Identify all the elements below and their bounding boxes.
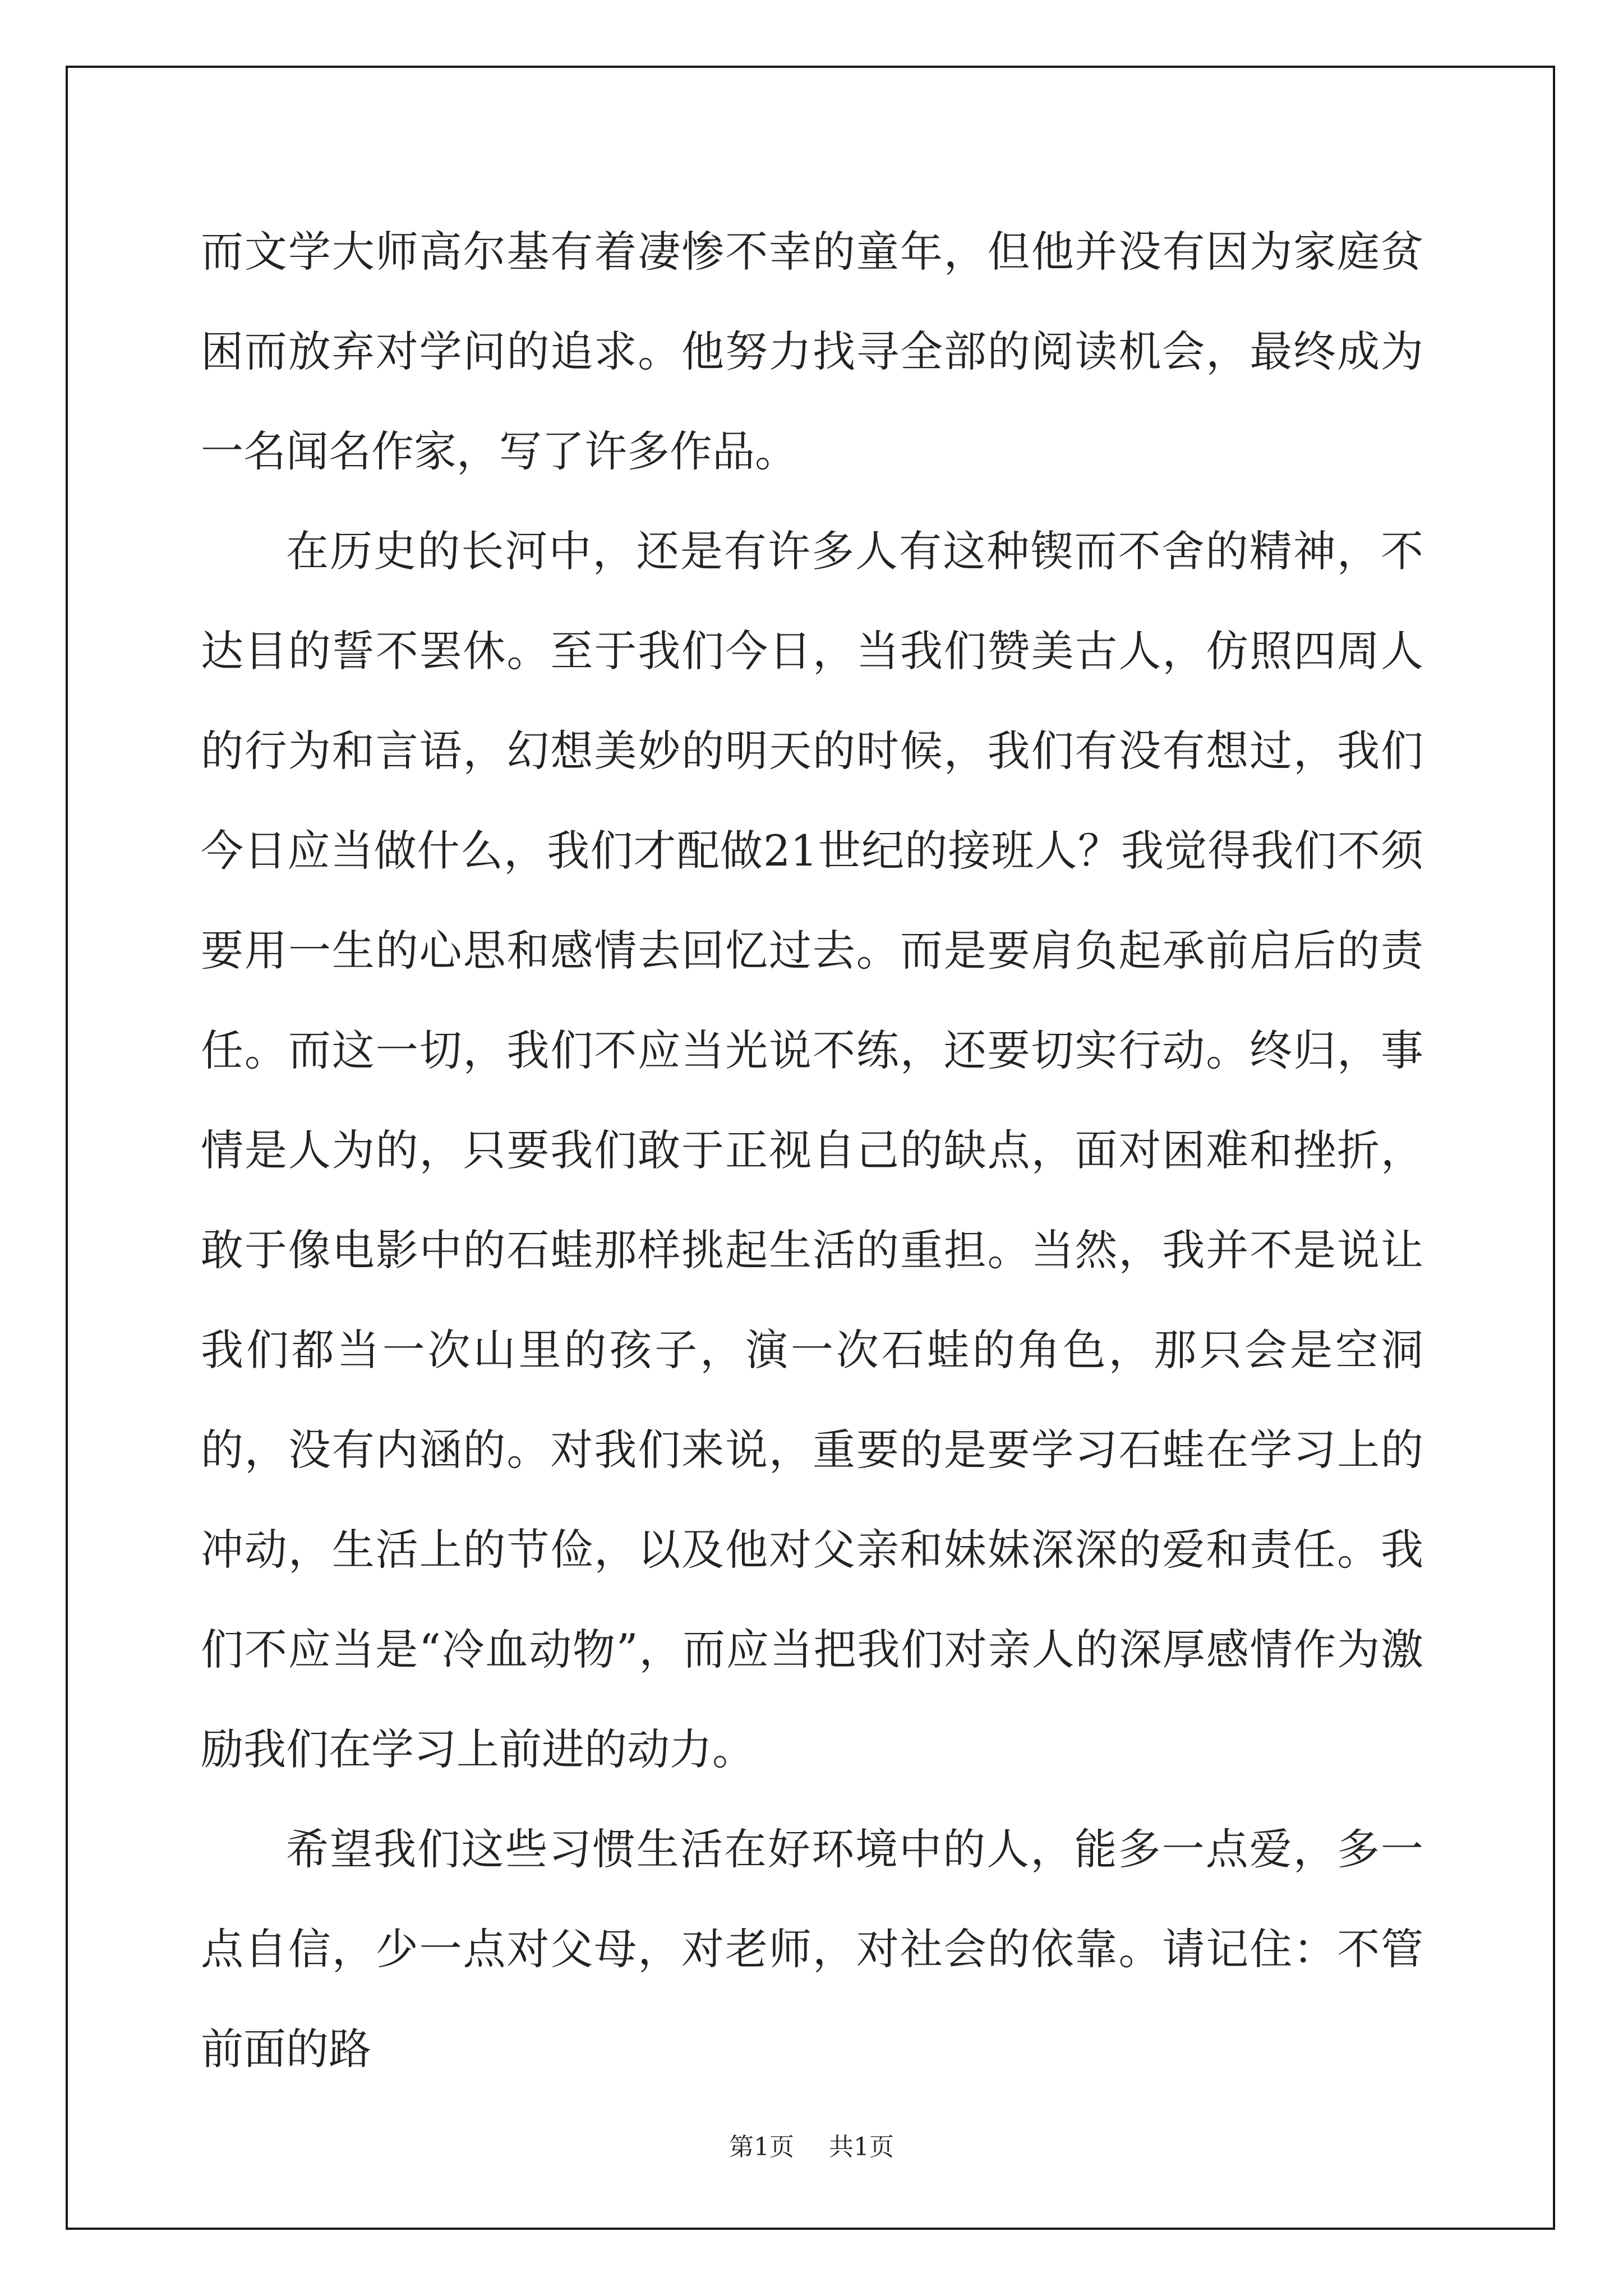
page-number: 第1页 <box>729 2133 794 2161</box>
document-body <box>201 202 1423 2099</box>
paragraph-3: 希望我们这些习惯生活在好环境中的人，能多一点爱，多一点自信，少一点对父母，对老师，对社会的依靠。请记住：不管前面的路 <box>201 1824 1423 2074</box>
page-total: 共1页 <box>829 2133 894 2161</box>
paragraph-2: 在历史的长河中，还是有许多人有这种锲而不舍的精神，不达目的誓不罢休。至于我们今日，当我们赞美古人，仿照四周人的行为和言语，幻想美妙的明天的时候，我们有没有想过，我们今日应当做什么，我们才配做21世纪的接班人？我觉得我们不须要用一生的心思和感情去回忆过去。而是要肩负起承前启后的责任。而这一切，我们不应当光说不练，还要切实行动。终归，事情是人为的，只要我们敢于正视自己的缺点，面对困难和挫折，敢于像电影中的石蛙那样挑起生活的重担。当然，我并不是说让我们都当一次山里的孩子，演一次石蛙的角色，那只会是空洞的，没有内涵的。对我们来说，重要的是要学习石蛙在学习上的冲动，生活上的节俭，以及他对父亲和妹妹深深的爱和责任。我们不应当是“冷血动物”，而应当把我们对亲人的深厚感情作为激励我们在学习上前进的动力。 <box>201 526 1423 1774</box>
paragraph-1: 而文学大师高尔基有着凄惨不幸的童年，但他并没有因为家庭贫困而放弃对学问的追求。他努力找寻全部的阅读机会，最终成为一名闻名作家，写了许多作品。 <box>201 227 1423 476</box>
page-footer <box>0 2127 1623 2162</box>
